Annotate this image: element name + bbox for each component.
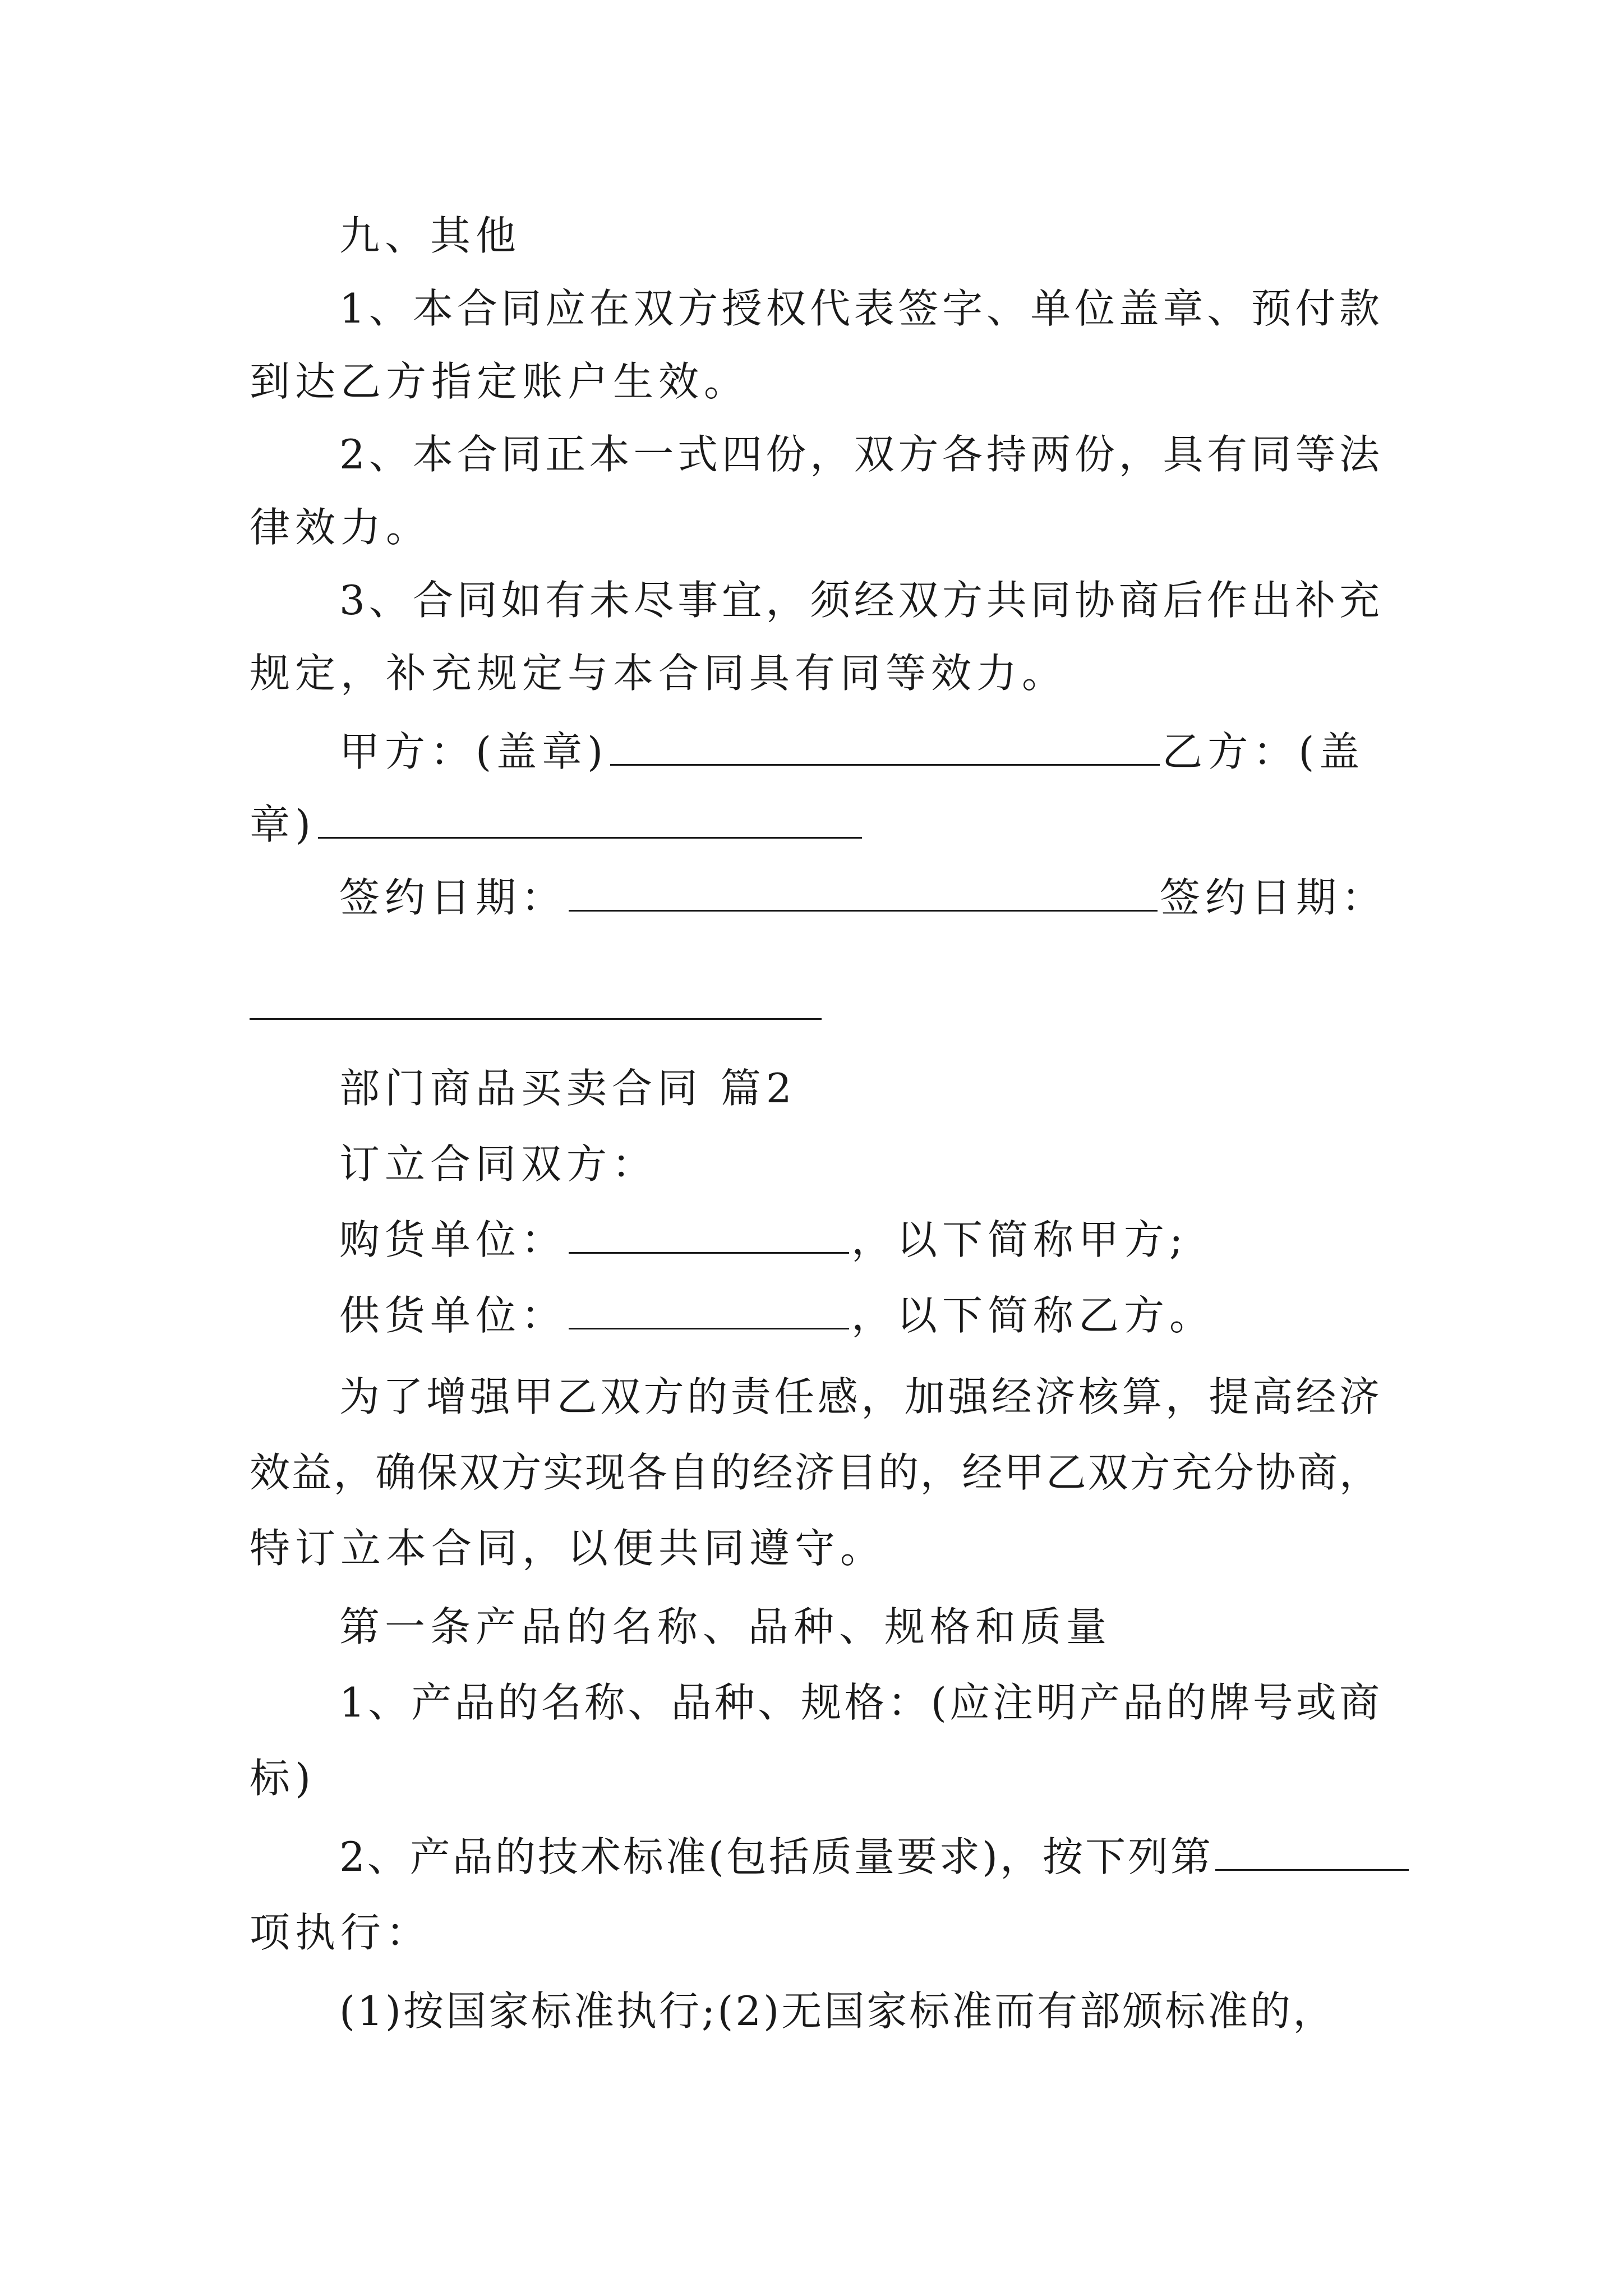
sign-date-line (339, 869, 1387, 926)
party-b-label-cont: 章) (250, 801, 316, 848)
party-a-label: 甲方：(盖章) (339, 728, 608, 775)
buyer-line (339, 1212, 1188, 1268)
paragraph-line: 规定，补充规定与本合同具有同等效力。 (250, 650, 1068, 697)
parties-heading: 订立合同双方： (339, 1140, 658, 1188)
article-heading: 第一条产品的名称、品种、规格和质量 (339, 1603, 1112, 1650)
paragraph-line: 3、合同如有未尽事宜，须经双方共同协商后作出补充 (339, 577, 1380, 624)
paragraph-line: 特订立本合同，以便共同遵守。 (250, 1525, 886, 1572)
seller-label: 供货单位： (339, 1292, 567, 1339)
paragraph-line: 效益，确保双方实现各自的经济目的，经甲乙双方充分协商， (250, 1449, 1380, 1496)
a1-item2-text: 2、产品的技术标准(包括质量要求)，按下列第 (339, 1833, 1213, 1880)
buyer-label: 购货单位： (339, 1216, 567, 1263)
paragraph-line: 1、产品的名称、品种、规格：(应注明产品的牌号或商 (339, 1679, 1380, 1726)
paragraph-line: 律效力。 (250, 504, 432, 551)
paragraph-line: (1)按国家标准执行;(2)无国家标准而有部颁标准的， (339, 1987, 1336, 2035)
party-a-blank[interactable] (610, 729, 1160, 766)
paragraph-line: 标) (250, 1755, 316, 1802)
a1-item2-blank[interactable] (1215, 1834, 1409, 1871)
party-b-label: 乙方：(盖 (1162, 728, 1365, 775)
paragraph-line: 项执行： (250, 1909, 432, 1956)
paragraph-line: 为了增强甲乙双方的责任感，加强经济核算，提高经济 (339, 1373, 1380, 1420)
signature-line (339, 724, 1364, 780)
seller-blank[interactable] (569, 1293, 849, 1329)
sign-date-b-label: 签约日期： (1160, 874, 1387, 921)
sign-date-a-label: 签约日期： (339, 874, 567, 921)
contract-title: 部门商品买卖合同 篇2 (339, 1065, 797, 1112)
sign-date-b-blank[interactable] (250, 1018, 822, 1020)
buyer-blank[interactable] (569, 1217, 849, 1254)
paragraph-line: 2、本合同正本一式四份，双方各持两份，具有同等法 (339, 431, 1380, 478)
paragraph-line (339, 1829, 1411, 1885)
buyer-suffix: ，以下简称甲方; (851, 1216, 1188, 1263)
section-heading: 九、其他 (339, 212, 522, 259)
seller-suffix: ，以下简称乙方。 (851, 1292, 1215, 1339)
paragraph-line: 到达乙方指定账户生效。 (250, 358, 750, 405)
party-b-blank[interactable] (318, 802, 862, 839)
seller-line (339, 1287, 1215, 1343)
paragraph-line: 1、本合同应在双方授权代表签字、单位盖章、预付款 (339, 285, 1380, 332)
sign-date-a-blank[interactable] (569, 875, 1158, 912)
signature-line-cont (250, 797, 864, 853)
